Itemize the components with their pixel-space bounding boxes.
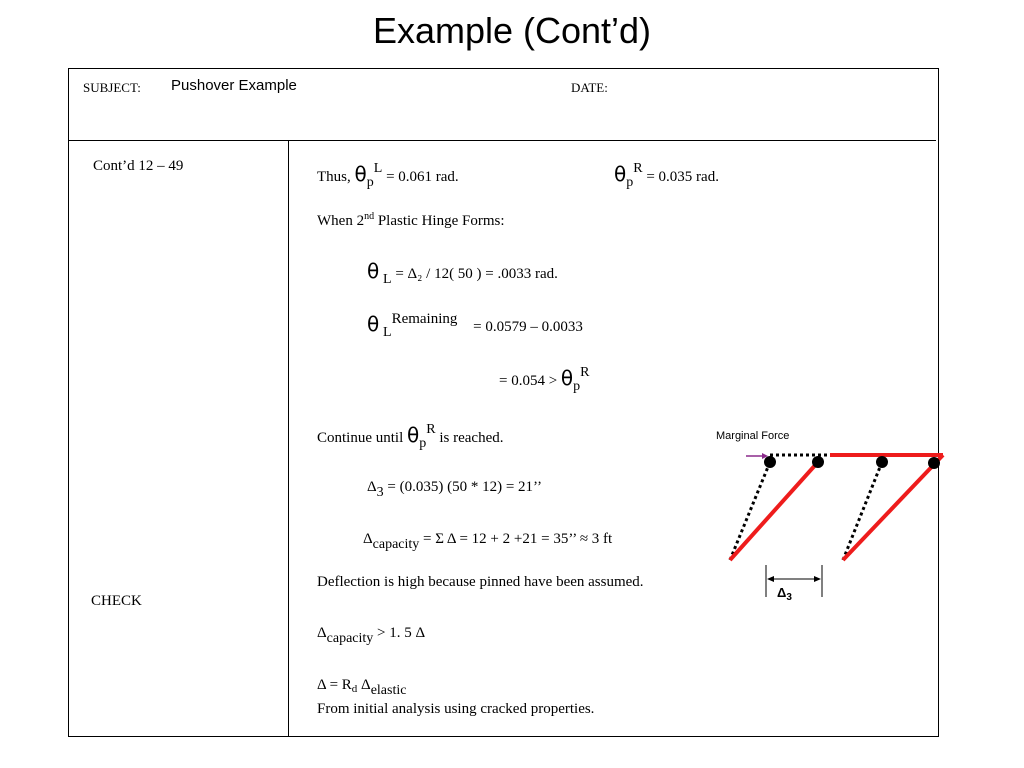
second-hinge-line: When 2nd Plastic Hinge Forms: [317, 211, 505, 229]
delta3-diagram-label: $\Delta_3$ [777, 585, 792, 603]
delta3-arrow-left [767, 576, 774, 582]
deflection-note: Deflection is high because pinned have been assumed. [317, 574, 644, 590]
hinge-4 [928, 457, 940, 469]
delta3-arrow-right [814, 576, 821, 582]
hinge-3 [876, 456, 888, 468]
slide-title: Example (Cont’d) [372, 10, 652, 51]
capacity-check: Δcapacity > 1. 5 Δ [317, 625, 426, 646]
hinge-2 [812, 456, 824, 468]
initial-analysis-note: From initial analysis using cracked properties. [317, 701, 595, 717]
original-column-right [843, 462, 882, 560]
theta-pr-value: θpR = 0.035 rad. [614, 161, 719, 190]
check-label: CHECK [91, 593, 142, 609]
remaining-result: = 0.054 > θpR [499, 365, 590, 394]
calc-sheet [68, 68, 939, 737]
original-column-left [730, 462, 770, 560]
theta-l-remaining: θ LRemaining = 0.0579 – 0.0033 [367, 311, 583, 340]
marginal-force-label: Marginal Force [716, 430, 790, 442]
date-label: DATE: [571, 80, 608, 95]
pushover-diagram [700, 425, 950, 605]
subject-value: Pushover Example [171, 77, 297, 94]
deformed-column-right [843, 455, 943, 560]
header-divider [69, 140, 936, 141]
deformed-column-left [730, 462, 818, 560]
column-divider [288, 141, 289, 737]
subject-label: SUBJECT: [83, 80, 141, 95]
contd-ref: Cont’d 12 – 49 [93, 158, 184, 174]
thus-line: Thus, θpL = 0.061 rad. [317, 161, 459, 190]
continue-line: Continue until θpR is reached. [317, 422, 504, 451]
hinge-1 [764, 456, 776, 468]
delta3-equation: Δ3 = (0.035) (50 * 12) = 21’’ [367, 479, 542, 500]
delta-elastic-equation: $\Delta = R_d$ Δelastic [317, 677, 407, 698]
capacity-equation: Δcapacity = Σ Δ = 12 + 2 +21 = 35’’ ≈ 3 ft [363, 531, 613, 552]
theta-l-equation: θ L = Δ₂ / 12( 50 ) = .0033 rad. [367, 259, 558, 287]
